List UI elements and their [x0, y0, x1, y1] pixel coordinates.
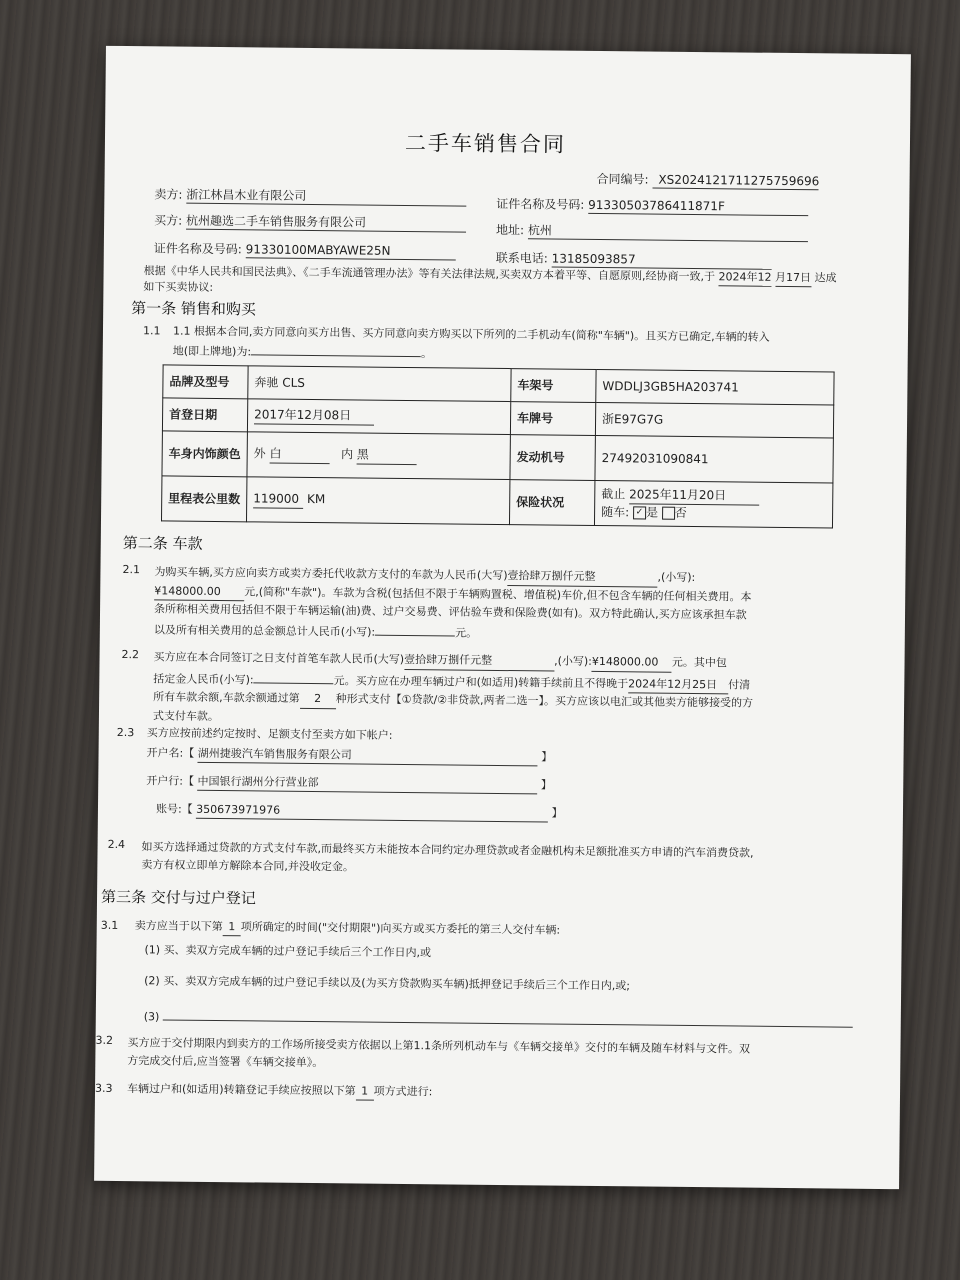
no-label: 否 [674, 505, 687, 520]
clause-3-2-number: 3.2 [95, 1033, 114, 1047]
buyer-line [154, 212, 466, 232]
color-in-value: 黑 [357, 447, 417, 465]
odometer-label: 里程表公里数 [161, 476, 246, 522]
preamble-date-2: 月17日 [775, 271, 811, 287]
clause-3-3-number: 3.3 [94, 1081, 113, 1095]
account-name-label: 开户名:【 [146, 746, 195, 760]
odometer-unit: KM [306, 492, 326, 507]
checkbox-no[interactable] [662, 506, 675, 519]
seller-label: 卖方: [154, 187, 183, 202]
clause-1-1: 1.1 根据本合同,卖方同意向买方出售、买方同意向卖方购买以下所列的二手机动车(简称"车辆")。且买方已确定,车辆的转入 地(即上牌地)为: 。 [172, 324, 770, 361]
color-out-value: 白 [269, 446, 329, 464]
color-in-label: 内 [340, 447, 354, 462]
delivery-option-1: (1) 买、卖双方完成车辆的过户登记手续后三个工作日内,或 [144, 943, 432, 960]
contract-paper [94, 46, 911, 1189]
seller-line [154, 186, 466, 206]
seller-value: 浙江林昌木业有限公司 [186, 187, 466, 207]
clause-2-3: 买方应按前述约定按时、足额支付至卖方如下帐户: [146, 726, 393, 742]
vehicle-info-table [161, 364, 835, 528]
account-name-value: 湖州捷骏汽车销售服务有限公司 [198, 747, 538, 766]
yes-label: 是 [645, 504, 659, 520]
contract-number-label: 合同编号: [596, 171, 649, 187]
clause-2-3-number: 2.3 [116, 725, 135, 740]
price-upper: 壹拾肆万捌仟元整 [507, 567, 657, 587]
account-bank-value: 中国银行湖州分行营业部 [197, 775, 537, 794]
delivery-option-3-blank [163, 1005, 853, 1027]
clause-2-2-number: 2.2 [121, 648, 140, 662]
page-title: 二手车销售合同 [404, 130, 567, 157]
account-bank-label: 开户行:【 [146, 774, 195, 788]
deadline-date: 2024年12月25日 [628, 675, 728, 695]
preamble: 根据《中华人民共和国民法典》、《二手车流通管理办法》等有关法律法规,买卖双方本着平等、自愿原则,经协商一致,于 2024年12 月17日 达成如下买卖协议: [143, 264, 837, 294]
vin-label: 车架号 [511, 369, 596, 403]
insurance-until-label: 截止 [601, 487, 626, 502]
delivery-option-3: (3) [134, 1005, 854, 1032]
account-number-label: 账号:【 [155, 802, 193, 816]
color-out-label: 外 [253, 446, 266, 461]
first-payment-small: ¥148000.00 [592, 653, 672, 672]
clause-3-1-number: 3.1 [100, 918, 119, 932]
clause-2-4: 如买方选择通过贷款的方式支付车款,而最终买方未能按本合同约定办理贷款或者金融机构未足额批准买方申请的汽车消费贷款, 卖方有权立即单方解除本合同,并没收定金。 [141, 840, 754, 874]
phone-label: 联系电话: [495, 250, 548, 266]
brand-label: 品牌及型号 [163, 365, 248, 399]
buyer-label: 买方: [154, 213, 183, 228]
buyer-value: 杭州趣选二手车销售服务有限公司 [186, 213, 466, 233]
engine-label: 发动机号 [510, 435, 595, 481]
vin-value: WDDLJ3GB5HA203741 [596, 369, 834, 404]
engine-value: 27492031090841 [595, 435, 833, 482]
total-amount [375, 620, 455, 636]
reg-date-value: 2017年12月08日 [254, 407, 374, 425]
clause-3-1: 卖方应当于以下第 1 项所确定的时间("交付期限")向买方或买方委托的第三人交付车辆: (1) 买、卖双方完成车辆的过户登记手续后三个工作日内,或 (2) 买、卖双方完成车辆的过户登记手续以及(为买方贷款购买车辆)抵押登记手续后三个工作日内,或; (3) [134, 919, 855, 1032]
article-3-heading: 第三条 交付与过户登记 [100, 887, 256, 908]
buyer-id-line [154, 240, 456, 260]
clause-3-2: 买方应于交付期限内到卖方的工作场所接受卖方依据以上第1.1条所列机动车与《车辆交接单》交付的车辆及随车材料与文件。双 方完成交付后,应当签署《车辆交接单》。 [127, 1036, 751, 1069]
account-name-line: 开户名:【 湖州捷骏汽车销售服务有限公司 】 [146, 746, 552, 766]
reg-date-label: 首登日期 [162, 398, 247, 432]
phone-line [496, 250, 772, 270]
address-value: 杭州 [528, 222, 808, 242]
buyer-id-label: 证件名称及号码: [153, 241, 242, 257]
odometer-value: 119000 [253, 491, 303, 509]
clause-2-1-number: 2.1 [122, 563, 141, 577]
transfer-item: 1 [356, 1084, 374, 1100]
seller-id-line [496, 196, 808, 216]
first-payment-upper: 壹拾肆万捌仟元整 [404, 651, 554, 671]
article-1-heading: 第一条 销售和购买 [131, 299, 257, 319]
account-number-line: 账号:【 350673971976 】 [156, 802, 563, 822]
contract-number-value: XS20241217112757596​96 [652, 172, 818, 191]
clause-2-4-number: 2.4 [107, 837, 126, 852]
brand-value: 奔驰 CLS [248, 366, 511, 402]
address-label: 地址: [495, 222, 525, 238]
account-number-value: 350673971976 [196, 803, 548, 823]
checkbox-yes[interactable]: ✓ [633, 506, 646, 519]
delivery-item: 1 [223, 920, 241, 936]
article-2-heading: 第二条 车款 [122, 534, 203, 553]
buyer-id-value: 91330100MABYAWE25N [246, 241, 456, 260]
price-small: ¥148000.00 [154, 582, 244, 602]
deposit-amount [254, 668, 334, 684]
clause-2-1: 为购买车辆,买方应向卖方或卖方委托代收款方支付的车款为人民币(大写)壹拾肆万捌仟元整 ,(小写): ¥148000.00 元,(简称"车款")。车款为含税(包括但不限于车辆购置税、增值税)车价,但不包含车辆的任何相关费用。本 条所称相关费用包括但不限于车辆运输(油)费、过户交易费、评估验车费和保险费(如有)。双方特此确认,买方应该承担车款 以及所有相关费用的总金额总计人民币(小写): 元。 [153, 565, 752, 640]
payment-way: 2 [300, 690, 336, 709]
register-location [251, 340, 421, 357]
preamble-date: 2024年12 [718, 270, 771, 286]
phone-value: 13185093857 [552, 250, 772, 269]
account-bank-line: 开户行:【 中国银行湖州分行营业部 】 [146, 774, 552, 794]
table-row [161, 476, 832, 528]
seller-id-value: 91330503786411871F [588, 197, 808, 216]
address-line [496, 222, 808, 242]
insurance-follow-label: 随车: [601, 504, 630, 519]
clause-3-3: 车辆过户和(如适用)转籍登记手续应按照以下第 1 项方式进行: [127, 1082, 432, 1101]
insurance-until-value: 2025年11月20日 [629, 487, 759, 506]
plate-label: 车牌号 [510, 402, 595, 436]
insurance-label: 保险状况 [509, 480, 594, 526]
seller-id-label: 证件名称及号码: [496, 196, 585, 212]
clause-2-2: 买方应在本合同签订之日支付首笔车款人民币(大写)壹拾肆万捌仟元整 ,(小写):¥148000.00 元。其中包 括定金人民币(小写): 元。买方应在办理车辆过户和(如适用)转籍手续前且不得晚于2024年12月25日 付清 所有车款余额,车款余额通过第 2 种形式支付【①贷款/②非贷款,两者二选一】。买方应该以电汇或其他卖方能够接受的方 式支付车款。 [152, 650, 754, 723]
color-label: 车身内饰颜色 [162, 431, 247, 477]
plate-value: 浙E97G7G [595, 402, 833, 437]
delivery-option-2: (2) 买、卖双方完成车辆的过户登记手续以及(为买方贷款购买车辆)抵押登记手续后三个工作日内,或; [144, 973, 631, 993]
contract-number [597, 171, 819, 191]
table-row [162, 431, 833, 483]
clause-1-1-number: 1.1 [142, 324, 161, 338]
